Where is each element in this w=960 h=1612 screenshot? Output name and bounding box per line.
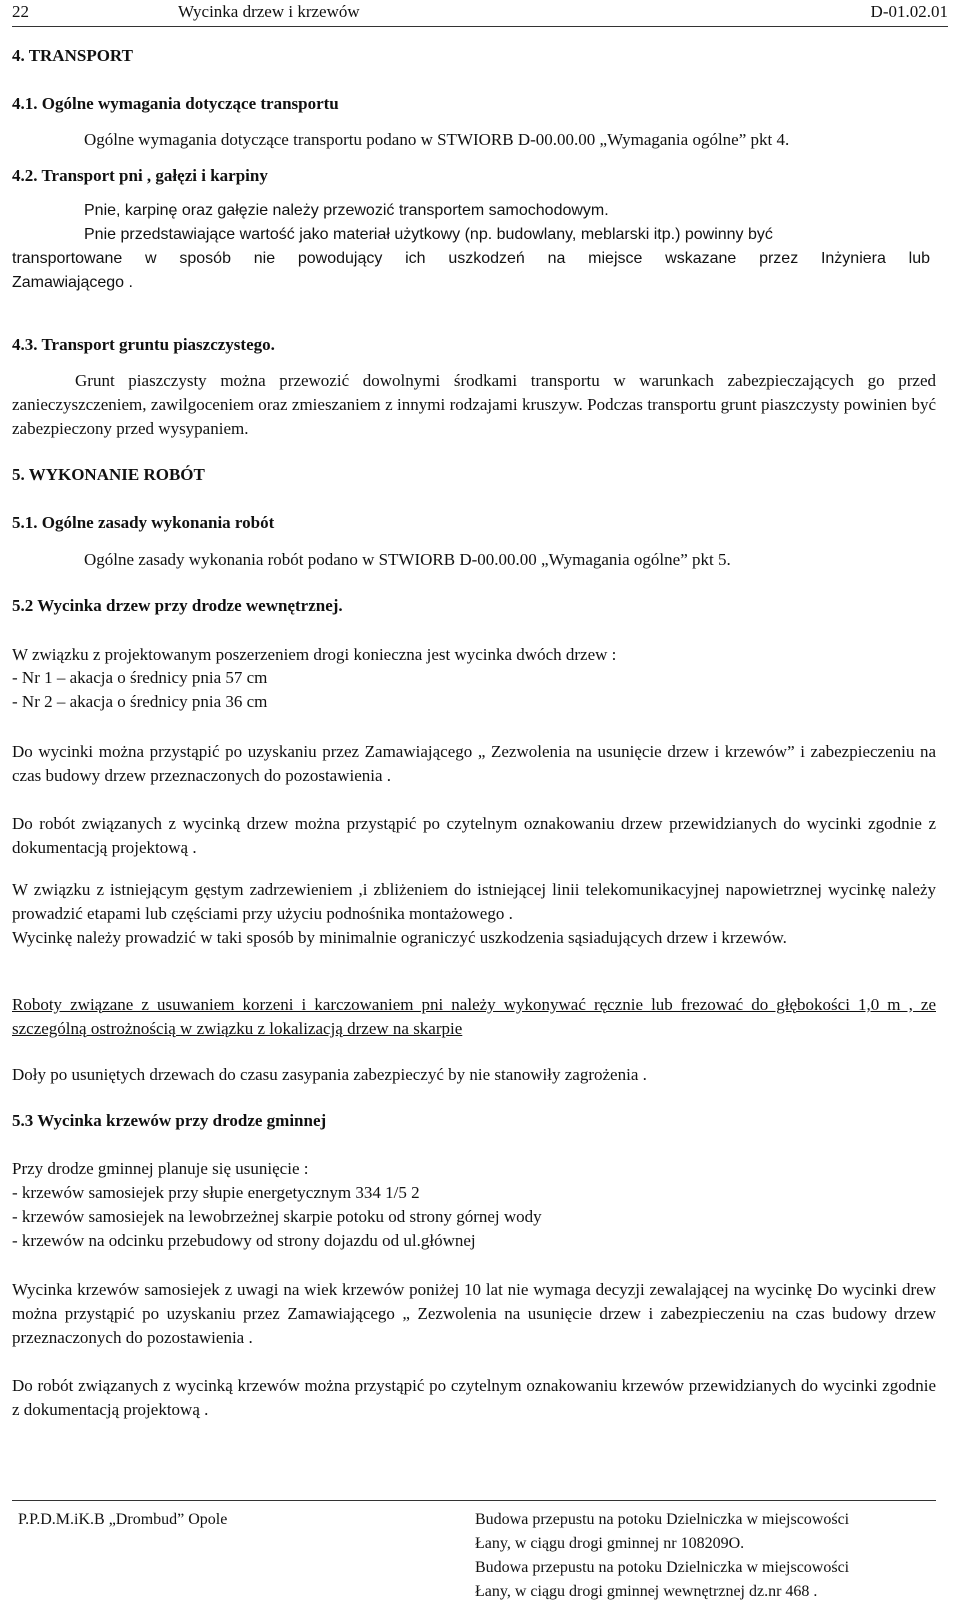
paragraph-5-2-intro: W związku z projektowanym poszerzeniem drogi konieczna jest wycinka dwóch drzew : [12, 645, 617, 664]
section-heading-5-2: 5.2 Wycinka drzew przy drodze wewnętrznej. [12, 596, 343, 615]
section-heading-4: 4. TRANSPORT [12, 46, 133, 65]
paragraph-4-1: Ogólne wymagania dotyczące transportu podano w STWIORB D-00.00.00 „Wymagania ogólne” pkt 4. [84, 130, 790, 149]
document-code: D-01.02.01 [870, 2, 948, 21]
footer-project-line1: Budowa przepustu na potoku Dzielniczka w miejscowości [475, 1511, 850, 1528]
footer-divider [12, 1500, 936, 1501]
list-item-shrubs-3: - krzewów na odcinku przebudowy od strony dojazdu od ul.głównej [12, 1231, 476, 1250]
list-item-shrubs-2: - krzewów samosiejek na lewobrzeżnej skarpie potoku od strony górnej wody [12, 1207, 542, 1226]
paragraph-5-2-method: Wycinkę należy prowadzić w taki sposób by minimalnie ograniczyć uszkodzenia sąsiadujących drzew i krzewów. [12, 928, 787, 947]
document-title: Wycinka drzew i krzewów [178, 2, 360, 21]
paragraph-5-3-permit: Wycinka krzewów samosiejek z uwagi na wiek krzewów poniżej 10 lat nie wymaga decyzji zewalającej na wycinkę Do wycinki drew można przystąpić po uzyskaniu przez Zamawiającego „ Zezwolenia na usunięcie drzew i zabezpieczeniu na czas budowy drzew przeznaczonych do pozostawienia . [12, 1280, 936, 1347]
section-heading-5-1: 5.1. Ogólne zasady wykonania robót [12, 513, 275, 532]
paragraph-5-1: Ogólne zasady wykonania robót podano w STWIORB D-00.00.00 „Wymagania ogólne” pkt 5. [84, 550, 731, 569]
footer-project-line4: Łany, w ciągu drogi gminnej wewnętrznej dz.nr 468 . [475, 1583, 818, 1600]
page-header [12, 0, 948, 27]
list-item-shrubs-1: - krzewów samosiejek przy słupie energetycznym 334 1/5 2 [12, 1183, 420, 1202]
paragraph-4-2-line3: transportowane w sposób nie powodujący ich uszkodzeń na miejsce wskazane przez Inżyniera lub [12, 250, 930, 267]
paragraph-4-2-line2: Pnie przedstawiające wartość jako materiał użytkowy (np. budowlany, meblarski itp.) powinny być [84, 226, 773, 243]
paragraph-5-2-stages: W związku z istniejącym gęstym zadrzewieniem ,i zbliżeniem do istniejącej linii telekomunikacyjnej napowietrznej wycinkę należy prowadzić etapami lub częściami przy użyciu podnośnika montażowego . [12, 880, 936, 923]
paragraph-5-3-intro: Przy drodze gminnej planuje się usunięcie : [12, 1159, 309, 1178]
paragraph-5-2-roots: Roboty związane z usuwaniem korzeni i karczowaniem pni należy wykonywać ręcznie lub frezować do głębokości 1,0 m , ze szczególną ostrożnością w związku z lokalizacją drzew na skarpie [12, 995, 936, 1038]
section-heading-4-2: 4.2. Transport pni , gałęzi i karpiny [12, 166, 268, 185]
paragraph-5-2-marking: Do robót związanych z wycinką drzew można przystąpić po czytelnym oznakowaniu drzew przewidzianych do wycinki zgodnie z dokumentacją projektową . [12, 814, 936, 857]
paragraph-5-2-permit: Do wycinki można przystąpić po uzyskaniu przez Zamawiającego „ Zezwolenia na usunięcie drzew i krzewów” i zabezpieczeniu na czas budowy drzew przeznaczonych do pozostawienia . [12, 742, 936, 785]
paragraph-4-2-line4: Zamawiającego . [12, 274, 133, 291]
section-heading-5: 5. WYKONANIE ROBÓT [12, 465, 205, 484]
footer-project-line2: Łany, w ciągu drogi gminnej nr 108209O. [475, 1535, 745, 1552]
section-heading-4-1: 4.1. Ogólne wymagania dotyczące transportu [12, 94, 339, 113]
list-item-tree-2: - Nr 2 – akacja o średnicy pnia 36 cm [12, 692, 268, 711]
paragraph-4-3: Grunt piaszczysty można przewozić dowolnymi środkami transportu w warunkach zabezpieczających go przed zanieczyszczeniem, zawilgoceniem oraz zmieszaniem z innymi rodzajami kruszyw. Podczas transportu grunt piaszczysty powinien być zabezpieczony przed wysypaniem. [12, 371, 936, 438]
section-heading-5-3: 5.3 Wycinka krzewów przy drodze gminnej [12, 1111, 327, 1130]
section-heading-4-3: 4.3. Transport gruntu piaszczystego. [12, 335, 275, 354]
footer-company: P.P.D.M.iK.B „Drombud” Opole [18, 1511, 228, 1528]
list-item-tree-1: - Nr 1 – akacja o średnicy pnia 57 cm [12, 668, 268, 687]
paragraph-5-2-pits: Doły po usuniętych drzewach do czasu zasypania zabezpieczyć by nie stanowiły zagrożenia . [12, 1065, 647, 1084]
paragraph-4-2-line1: Pnie, karpinę oraz gałęzie należy przewozić transportem samochodowym. [84, 202, 609, 219]
footer-project-line3: Budowa przepustu na potoku Dzielniczka w miejscowości [475, 1559, 850, 1576]
paragraph-5-3-marking: Do robót związanych z wycinką krzewów można przystąpić po czytelnym oznakowaniu krzewów przewidzianych do wycinki zgodnie z dokumentacją projektową . [12, 1376, 936, 1419]
page-number: 22 [12, 2, 29, 21]
